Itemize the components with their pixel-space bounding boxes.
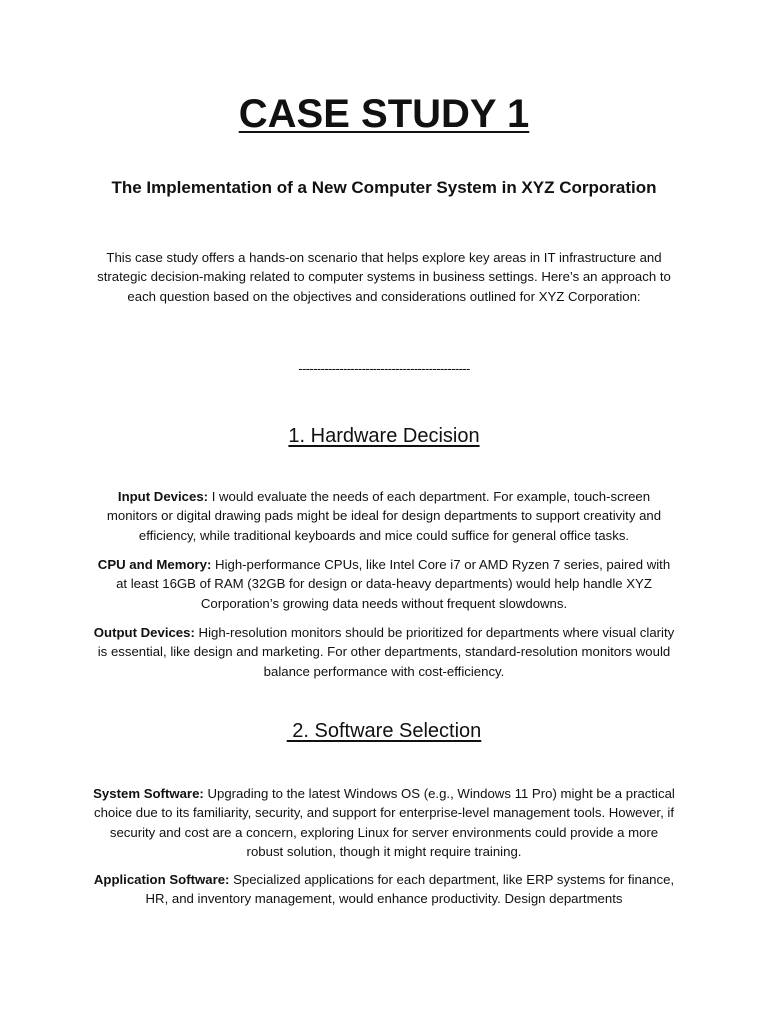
paragraph-label: Output Devices: — [93, 625, 195, 640]
paragraph-text: High-performance CPUs, like Intel Core i7 or AMD Ryzen 7 series, paired with at least 16GB of RAM (32GB for design or data-heavy departments) would help handle XYZ Corporation’s growing data needs without frequent slowdowns. — [116, 557, 671, 611]
paragraph-label: Input Devices: — [117, 489, 209, 504]
page-title — [0, 88, 768, 140]
paragraph-output-devices — [92, 623, 676, 681]
page-subtitle: The Implementation of a New Computer System in XYZ Corporation — [111, 178, 657, 197]
section-heading-hardware — [0, 422, 768, 450]
intro-paragraph: This case study offers a hands-on scenario that helps explore key areas in IT infrastructure and strategic decision-making related to computer systems in business settings. Here’s an approach to each question based on the objectives and considerations outlined for XYZ Corporation: — [97, 250, 671, 304]
page-title-text: CASE STUDY 1 — [238, 92, 530, 136]
section-divider: ---------------------------------------------- — [298, 361, 470, 376]
paragraph-text: Upgrading to the latest Windows OS (e.g., Windows 11 Pro) might be a practical choice due to its familiarity, security, and support for enterprise-level management tools. However, if security and cost are a concern, exploring Linux for server environments could provide a more robust solution, though it might require training. — [93, 786, 675, 860]
section-heading-hardware-text: 1. Hardware Decision — [288, 425, 480, 447]
paragraph-label: System Software: — [93, 786, 204, 801]
section-heading-software-text: 2. Software Selection — [286, 720, 482, 742]
paragraph-text: I would evaluate the needs of each department. For example, touch-screen monitors or digital drawing pads might be ideal for design departments to support creativity and efficiency, while traditional keyboards and mice could suffice for general office tasks. — [106, 489, 662, 543]
paragraph-label: CPU and Memory: — [97, 557, 212, 572]
section-heading-software — [0, 717, 768, 745]
paragraph-system-software — [92, 784, 676, 862]
paragraph-text: High-resolution monitors should be prioritized for departments where visual clarity is essential, like design and marketing. For other departments, standard-resolution monitors would balance performance with cost-efficiency. — [97, 625, 675, 679]
paragraph-input-devices — [92, 487, 676, 545]
paragraph-cpu-memory — [92, 555, 676, 613]
paragraph-label: Application Software: — [93, 872, 230, 887]
paragraph-application-software — [92, 870, 676, 909]
paragraph-text: Specialized applications for each department, like ERP systems for finance, HR, and inventory management, would enhance productivity. Design departments — [145, 872, 675, 907]
